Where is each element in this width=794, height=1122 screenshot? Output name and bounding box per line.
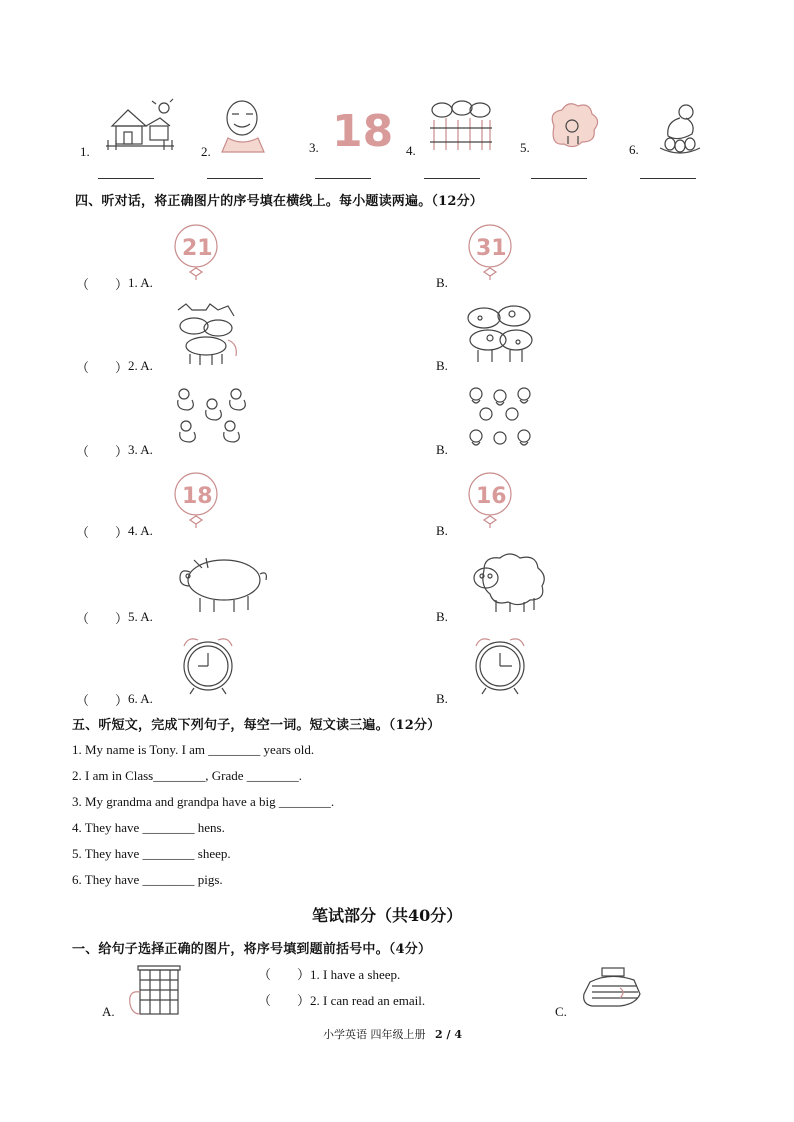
- answer-blank[interactable]: [315, 178, 371, 179]
- answer-paren[interactable]: （ ）: [76, 277, 129, 292]
- written-part-title: 笔试部分（共40分）: [312, 906, 463, 925]
- option-b-label: B.: [436, 358, 448, 373]
- answer-blank[interactable]: [531, 178, 587, 179]
- sentence: 1. My name is Tony. I am ________ years old.: [72, 742, 315, 757]
- answer-paren[interactable]: （ ）: [76, 611, 129, 626]
- clock-icon: [176, 632, 242, 696]
- answer-paren[interactable]: （ ）: [76, 360, 129, 375]
- sentence: 6. They have ________ pigs.: [72, 872, 223, 887]
- clock-icon: [468, 632, 534, 696]
- answer-paren[interactable]: （ ）: [76, 525, 129, 540]
- answer-blank[interactable]: [98, 178, 154, 179]
- footer-text: 小学英语 四年级上册: [323, 1028, 426, 1041]
- building-icon: [126, 962, 188, 1016]
- sheep-icon: [468, 552, 548, 614]
- question-label: 1. A.: [128, 275, 153, 290]
- item-number: 5.: [520, 140, 530, 155]
- option-c-label: C.: [555, 1004, 567, 1019]
- question-item[interactable]: （ ）1. I have a sheep.: [258, 967, 401, 982]
- sentence: 2. I am in Class________, Grade ________.: [72, 768, 303, 783]
- section5-heading: 五、听短文，完成下列句子，每空一词。短文读三遍。（12分）: [72, 718, 441, 733]
- svg-text:16: 16: [476, 484, 507, 509]
- sentence: 4. They have ________ hens.: [72, 820, 225, 835]
- option-b-label: B.: [436, 442, 448, 457]
- question-label: 6. A.: [128, 691, 153, 706]
- answer-blank[interactable]: [207, 178, 263, 179]
- farm-icon: [104, 96, 176, 152]
- option-b-label: B.: [436, 523, 448, 538]
- written-section1-heading: 一、给句子选择正确的图片，将序号填到题前括号中。（4分）: [72, 942, 432, 957]
- option-a-label: A.: [102, 1004, 115, 1019]
- sheep-icon: [544, 102, 604, 152]
- answer-paren[interactable]: （ ）: [76, 444, 129, 459]
- balloon-18-icon: [172, 470, 222, 528]
- balloon-21-icon: [172, 222, 222, 280]
- answer-blank[interactable]: [424, 178, 480, 179]
- pig-icon: [176, 552, 272, 614]
- option-b-label: B.: [436, 609, 448, 624]
- svg-text:18: 18: [182, 484, 213, 509]
- horses-icon: [172, 300, 242, 366]
- running-track-icon: [580, 964, 644, 1016]
- ducks-icon: [172, 384, 248, 448]
- hen-eggs-icon: [650, 100, 706, 154]
- answer-paren[interactable]: （ ）: [76, 693, 129, 708]
- sheep-pen-icon: [428, 98, 494, 154]
- page-footer: [323, 1026, 462, 1042]
- sentence: 3. My grandma and grandpa have a big ________.: [72, 794, 335, 809]
- option-b-label: B.: [436, 275, 448, 290]
- question-label: 4. A.: [128, 523, 153, 538]
- item-number: 1.: [80, 144, 90, 159]
- chicks-icon: [466, 384, 536, 450]
- question-label: 5. A.: [128, 609, 153, 624]
- item-number: 6.: [629, 142, 639, 157]
- balloon-16-icon: [466, 470, 516, 528]
- answer-blank[interactable]: [640, 178, 696, 179]
- question-label: 3. A.: [128, 442, 153, 457]
- balloon-31-icon: [466, 222, 516, 280]
- item-number: 2.: [201, 144, 211, 159]
- grandpa-icon: [218, 98, 270, 152]
- question-label: 2. A.: [128, 358, 153, 373]
- svg-text:31: 31: [476, 236, 507, 261]
- svg-text:21: 21: [182, 236, 213, 261]
- svg-text:18: 18: [332, 106, 394, 157]
- question-item[interactable]: （ ）2. I can read an email.: [258, 993, 426, 1008]
- page-number: 2 / 4: [435, 1028, 462, 1041]
- option-b-label: B.: [436, 691, 448, 706]
- item-number: 3.: [309, 140, 319, 155]
- number-18-icon: [328, 100, 394, 157]
- sentence: 5. They have ________ sheep.: [72, 846, 231, 861]
- item-number: 4.: [406, 143, 416, 158]
- section4-heading: 四、听对话，将正确图片的序号填在横线上。每小题读两遍。（12分）: [75, 194, 483, 209]
- cows-icon: [464, 298, 536, 364]
